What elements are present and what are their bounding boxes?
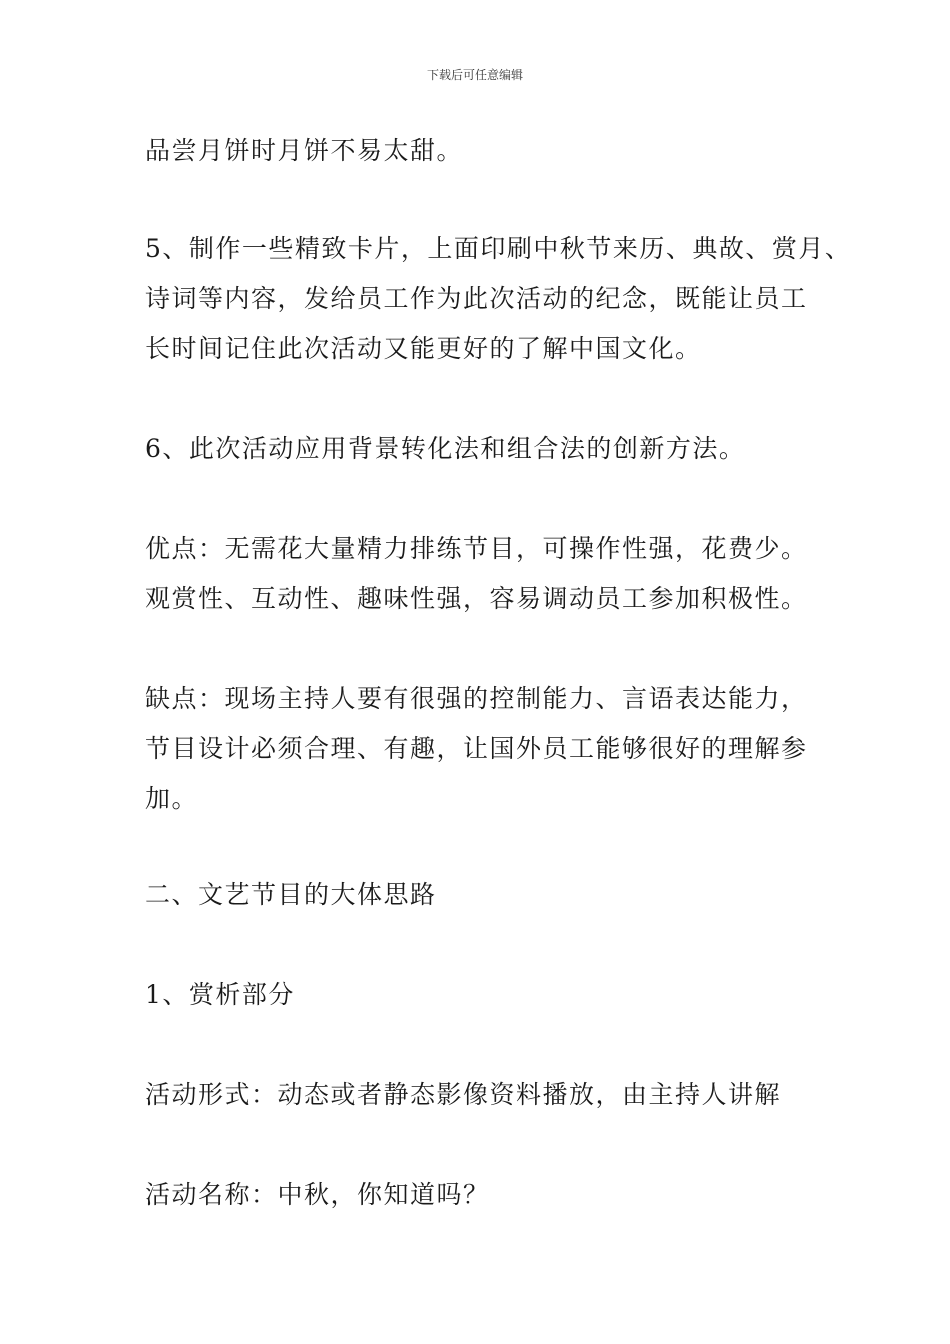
- text-line: 5、制作一些精致卡片，上面印刷中秋节来历、典故、赏月、: [145, 234, 852, 263]
- text-line: 优点：无需花大量精力排练节目，可操作性强，花费少。: [145, 534, 808, 563]
- subsection-heading: 1、赏析部分: [145, 980, 295, 1009]
- text-line: 品尝月饼时月饼不易太甜。: [145, 136, 464, 165]
- text-line: 节目设计必须合理、有趣，让国外员工能够很好的理解参: [145, 734, 808, 763]
- text-line: 6、此次活动应用背景转化法和组合法的创新方法。: [145, 434, 746, 463]
- text-line: 活动形式：动态或者静态影像资料播放，由主持人讲解: [145, 1080, 782, 1109]
- text-line: 诗词等内容，发给员工作为此次活动的纪念，既能让员工: [145, 284, 808, 313]
- page-header: 下载后可任意编辑: [426, 68, 523, 82]
- text-line: 活动名称：中秋，你知道吗？: [145, 1180, 490, 1209]
- text-line: 缺点：现场主持人要有很强的控制能力、言语表达能力，: [145, 684, 808, 713]
- section-heading: 二、文艺节目的大体思路: [145, 880, 437, 909]
- text-line: 长时间记住此次活动又能更好的了解中国文化。: [145, 334, 702, 363]
- text-line: 加。: [145, 784, 199, 813]
- text-line: 观赏性、互动性、趣味性强，容易调动员工参加积极性。: [145, 584, 808, 613]
